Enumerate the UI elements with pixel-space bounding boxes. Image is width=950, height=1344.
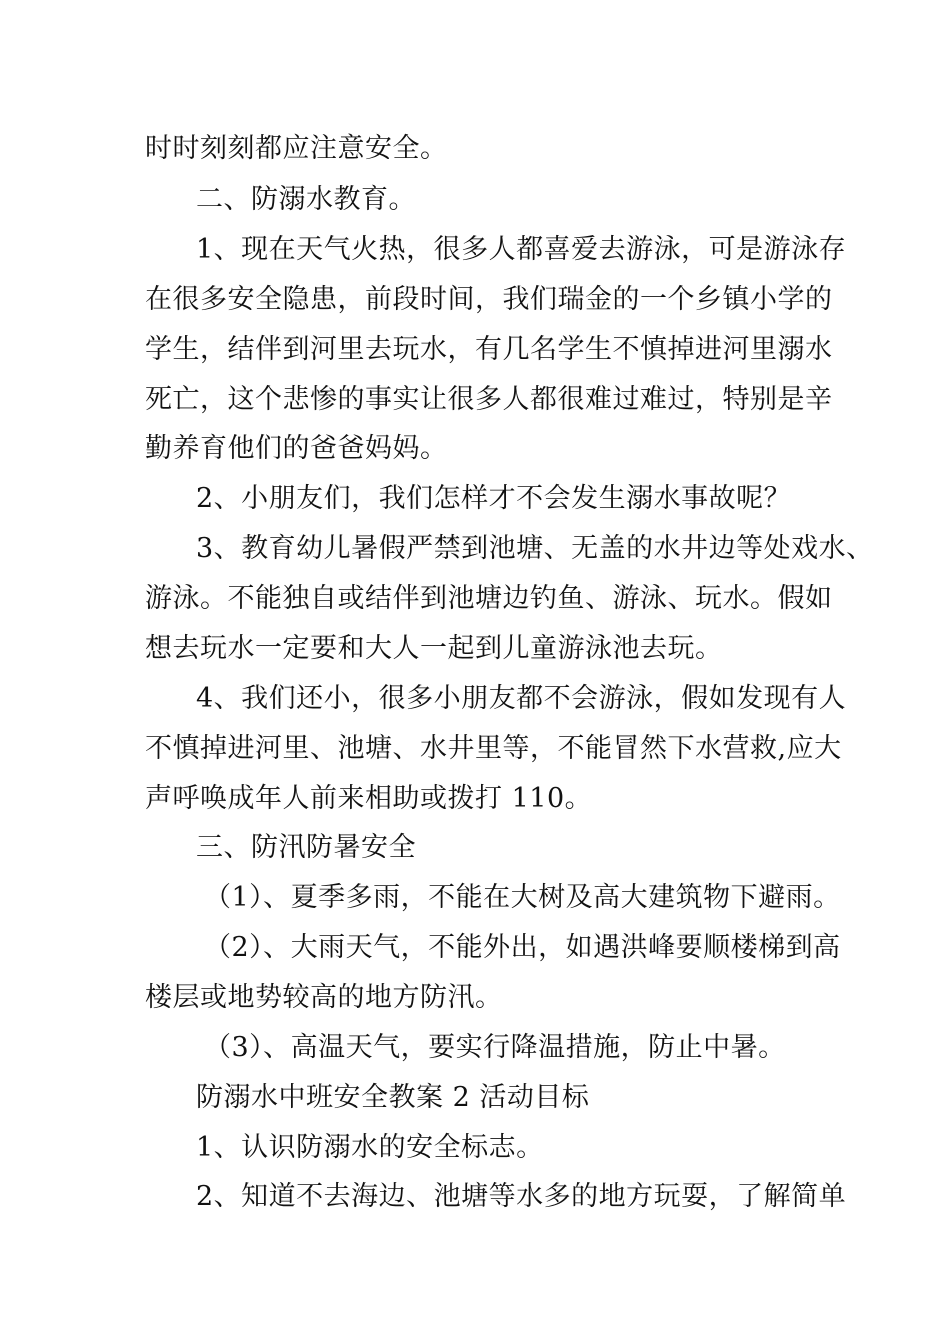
paragraph-line: 在很多安全隐患，前段时间，我们瑞金的一个乡镇小学的 — [145, 284, 833, 315]
paragraph-line: 游泳。不能独自或结伴到池塘边钓鱼、游泳、玩水。假如 — [145, 583, 833, 614]
paragraph-line: 学生，结伴到河里去玩水，有几名学生不慎掉进河里溺水 — [145, 334, 833, 365]
section-heading: 三、防汛防暑安全 — [196, 832, 416, 863]
paragraph-line: 3、教育幼儿暑假严禁到池塘、无盖的水井边等处戏水、 — [196, 533, 874, 564]
paragraph-line: 2、小朋友们，我们怎样才不会发生溺水事故呢？ — [196, 483, 792, 514]
paragraph-line: 不慎掉进河里、池塘、水井里等，不能冒然下水营救,应大 — [145, 733, 842, 764]
section-heading: 二、防溺水教育。 — [196, 184, 416, 215]
paragraph-line: 1、现在天气火热，很多人都喜爱去游泳，可是游泳存 — [196, 234, 847, 265]
list-item: （1）、夏季多雨，不能在大树及高大建筑物下避雨。 — [204, 882, 841, 913]
list-item: （3）、高温天气，要实行降温措施，防止中暑。 — [204, 1032, 786, 1063]
paragraph-line: 声呼唤成年人前来相助或拨打 110。 — [145, 783, 593, 814]
paragraph-line: 2、知道不去海边、池塘等水多的地方玩耍，了解简单 — [196, 1181, 847, 1212]
paragraph-line: 想去玩水一定要和大人一起到儿童游泳池去玩。 — [145, 633, 723, 664]
paragraph-line: 4、我们还小，很多小朋友都不会游泳，假如发现有人 — [196, 683, 847, 714]
paragraph-line: 1、认识防溺水的安全标志。 — [196, 1132, 544, 1163]
list-item: （2）、大雨天气，不能外出，如遇洪峰要顺楼梯到高 — [204, 932, 841, 963]
paragraph-line: 勤养育他们的爸爸妈妈。 — [145, 433, 448, 464]
paragraph-line: 楼层或地势较高的地方防汛。 — [145, 982, 503, 1013]
paragraph-line: 死亡，这个悲惨的事实让很多人都很难过难过，特别是辛 — [145, 384, 833, 415]
paragraph-line: 时时刻刻都应注意安全。 — [145, 133, 448, 164]
section-heading: 防溺水中班安全教案 2 活动目标 — [196, 1082, 590, 1113]
